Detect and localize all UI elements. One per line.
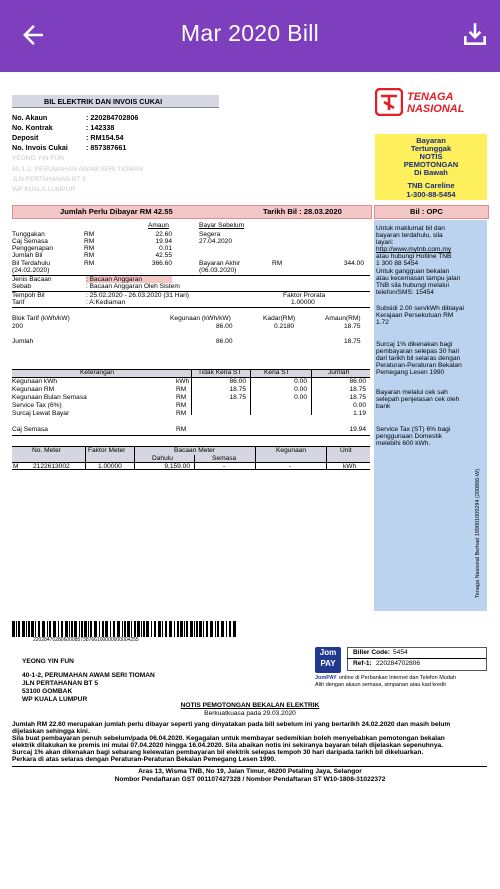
side-text: Kerajaan Persekutuan RM xyxy=(376,312,454,319)
col-bayar: Bayar Sebelum xyxy=(199,222,245,229)
meter-header: Faktor Meter xyxy=(88,447,126,454)
notice-line: elektrik dilakukan ke premis ini mulai 07.04.2020 hingga 16.04.2020. Sila abaikan notis ini sekiranya bayaran telah dijelaskan sepenuhnya. xyxy=(12,742,443,749)
barcode-bar xyxy=(127,621,130,637)
side-text: selepah penjelasan cek oleh xyxy=(376,396,460,403)
col-rule xyxy=(194,455,195,469)
biller-code: 5454 xyxy=(393,649,408,656)
charge-amt: 0.01 xyxy=(159,245,172,252)
ktable-cell: Service Tax (6%) xyxy=(12,402,62,409)
ktable-header: Tidak Kena ST xyxy=(198,369,242,376)
divider xyxy=(12,435,370,436)
bt-amt: 366.60 xyxy=(151,260,172,267)
notice-title: NOTIS PEMOTONGAN BEKALAN ELEKTRIK xyxy=(180,702,320,709)
side-text: 1 300 88 5454 xyxy=(376,260,419,267)
ktable-header: Jumlah xyxy=(328,369,350,376)
blok-value: 200 xyxy=(12,323,24,330)
barcode-bar xyxy=(12,621,15,637)
barcode-bar xyxy=(190,621,193,637)
col-rule xyxy=(326,446,327,469)
faded-line: YEONG YIN FUN xyxy=(12,155,64,162)
meter-cell: 1.00000 xyxy=(98,463,122,470)
side-text: Untuk gangguan bekalan xyxy=(376,268,450,275)
customer-name: YEONG YIN FUN xyxy=(22,658,74,665)
barcode-bar xyxy=(184,621,185,637)
barcode-bar xyxy=(199,621,202,637)
yellow-line: Tertunggak xyxy=(410,144,452,153)
bil-terdahulu-date: (24.02.2020) xyxy=(12,267,50,274)
barcode-bar xyxy=(226,621,227,637)
bill-document xyxy=(8,78,492,888)
barcode-bar xyxy=(141,621,142,637)
barcode-bar xyxy=(28,621,30,637)
barcode-bar xyxy=(22,621,25,637)
barcode-bar xyxy=(49,621,51,637)
jenis-label: Jenis Bacaan xyxy=(12,276,52,283)
notice-subtitle: Berkuatkuasa pada 29.03.2020 xyxy=(204,710,296,717)
bil-type: Bil : OPC xyxy=(410,207,443,216)
charge-cur: RM xyxy=(84,238,95,245)
barcode-bar xyxy=(84,621,87,637)
tarif-value: : A:Kediaman xyxy=(86,299,126,306)
side-link[interactable]: http://www.mytnb.com.my xyxy=(376,246,452,253)
ktable-cell: RM xyxy=(176,410,187,417)
barcode-bar xyxy=(105,621,108,637)
side-text: Subsidi 2.00 sen/kWh dibiayai xyxy=(376,305,464,312)
ktable-cell: kWh xyxy=(176,378,190,385)
kegunaan-label: Kegunaan (kWh/kW) xyxy=(170,315,231,322)
ktable-cell: RM xyxy=(176,394,187,401)
charge-cur: RM xyxy=(84,245,95,252)
barcode-bar xyxy=(162,621,163,637)
faded-line: WP KUALA LUMPUR xyxy=(12,186,76,193)
barcode-bar xyxy=(194,621,195,637)
barcode-bar xyxy=(88,621,89,637)
col-rule xyxy=(311,369,312,415)
tnb-logo-icon xyxy=(375,88,403,116)
barcode-bar xyxy=(16,621,17,637)
jumlah-amount: 18.75 xyxy=(344,338,361,345)
barcode-bar xyxy=(122,621,123,637)
barcode-bar xyxy=(69,621,70,637)
customer-address: 53100 GOMBAK xyxy=(22,688,73,695)
barcode-bar xyxy=(65,621,68,637)
notice-line: Sila buat pembayaran penuh sebelum/pada 06.04.2020. Kegagalan untuk membayar sedemikian boleh menyebabkan pemotongan bekalan xyxy=(12,735,445,742)
tarif-label: Tarif xyxy=(12,299,25,306)
bt-cur: RM xyxy=(84,260,95,267)
side-text: Surcaj 1% dikenakan bagi xyxy=(376,341,453,348)
barcode-bar xyxy=(180,621,183,637)
meter-subheader: Dahulu xyxy=(152,455,173,462)
col-rule xyxy=(250,369,251,415)
barcode-bar xyxy=(206,621,208,637)
barcode-bar xyxy=(38,621,40,637)
logo-line2: NASIONAL xyxy=(407,103,465,115)
notice-line: dijelaskan sehingga kini. xyxy=(12,728,90,735)
col-rule xyxy=(255,446,256,469)
barcode-bar xyxy=(143,621,145,637)
meter-header: Bacaan Meter xyxy=(174,447,216,454)
barcode-bar xyxy=(221,621,224,637)
barcode-bar xyxy=(81,621,83,637)
barcode-bar xyxy=(42,621,45,637)
barcode-bar xyxy=(146,621,149,637)
ktable-cell: Kegunaan RM xyxy=(12,386,55,393)
bayaran-akhir-label: Bayaran Akhir xyxy=(199,260,241,267)
ktable-cell: 18.75 xyxy=(349,386,366,393)
side-text: melebihi 600 kWh. xyxy=(376,440,431,447)
yellow-line: Di Bawah xyxy=(414,168,448,177)
footer-address: Aras 13, Wisma TNB, No 19, Jalan Timur, 46200 Petaling Jaya, Selangor xyxy=(138,768,362,775)
yellow-line: NOTIS xyxy=(419,152,443,161)
ktable-cell: 19.94 xyxy=(349,426,366,433)
side-text: atau hubungi Hotline TNB xyxy=(376,253,452,260)
jompay-logo-icon: Jom PAY xyxy=(315,647,341,673)
meter-subheader: Semasa xyxy=(212,455,237,462)
barcode-bar xyxy=(31,621,34,637)
meter-cell: - xyxy=(223,463,226,470)
col-rule xyxy=(191,369,192,415)
payment-barcode xyxy=(12,621,237,637)
divider xyxy=(12,275,370,276)
charge-label: Caj Semasa xyxy=(12,238,48,245)
meter-header: No. Meter xyxy=(32,447,61,454)
side-text: Peraturan-Peraturan Bekalan xyxy=(376,362,462,369)
value-kontrak: : 142338 xyxy=(86,123,115,132)
side-text: pembayaran selepas 30 hari xyxy=(376,348,460,355)
label-akaun: No. Akaun xyxy=(12,113,48,122)
charge-label: Penggenapan xyxy=(12,245,54,252)
ktable-cell: 18.75 xyxy=(229,386,246,393)
ktable-cell: RM xyxy=(176,402,187,409)
barcode-bar xyxy=(26,621,27,637)
side-text: bayaran terdahulu, sila xyxy=(376,232,443,239)
tempoh-value: : 25.02.2020 - 26.03.2020 (31 Hari) xyxy=(86,292,190,299)
yellow-line: Bayaran xyxy=(416,136,446,145)
divider xyxy=(12,307,370,308)
barcode-bar xyxy=(110,621,111,637)
barcode-number: 22028470280600085738766100000000004255 xyxy=(33,637,139,643)
side-text: 1.72 xyxy=(376,319,389,326)
notice-line: Perkara di atas selaras dengan Peraturan-Peraturan Bekalan Pemegang Lesen 1990. xyxy=(12,756,276,763)
meter-cell: - xyxy=(289,463,292,470)
label-invois: No. Invois Cukai xyxy=(12,143,68,152)
ktable-header: Keterangan xyxy=(80,369,115,376)
charge-amt: 42.55 xyxy=(155,252,172,259)
barcode-bar xyxy=(113,621,115,637)
ref-label: Ref-1: xyxy=(353,660,372,667)
amaunrm-label: Amaun(RM) xyxy=(325,315,361,322)
meter-header: Unit xyxy=(340,447,352,454)
side-text: Bayaran melalui cek sah xyxy=(376,389,448,396)
barcode-bar xyxy=(154,621,156,637)
barcode-bar xyxy=(134,621,136,637)
ktable-cell: 0.00 xyxy=(294,386,307,393)
kadar-value: 0.2180 xyxy=(274,323,295,330)
sebab-label: Sebab xyxy=(12,283,32,290)
ktable-cell: RM xyxy=(176,386,187,393)
barcode-bar xyxy=(53,621,56,637)
side-text: TNB sila hubungi melalui xyxy=(376,282,449,289)
divider xyxy=(347,658,486,659)
barcode-bar xyxy=(203,621,204,637)
yellow-line: PEMOTONGAN xyxy=(403,160,459,169)
download-button[interactable] xyxy=(462,20,490,50)
faded-line: JLN PERTAHANAN BT 5 xyxy=(12,176,86,183)
ktable-cell: 18.75 xyxy=(349,394,366,401)
ktable-cell: Kegunaan kWh xyxy=(12,378,58,385)
value-invois: : 857387661 xyxy=(86,143,127,152)
careline-label: TNB Careline xyxy=(407,181,455,190)
meter-header: Kegunaan xyxy=(276,447,307,454)
col-rule xyxy=(85,446,86,469)
ba-cur: RM xyxy=(272,260,283,267)
barcode-bar xyxy=(158,621,161,637)
col-amaun: Amaun xyxy=(148,222,169,229)
barcode-bar xyxy=(79,621,80,637)
barcode-bar xyxy=(71,621,73,637)
barcode-bar xyxy=(58,621,59,637)
vertical-registration: Tenaga Nasional Berhad 199001009294 (200866-W) xyxy=(475,468,481,598)
ba-amt: 344.00 xyxy=(343,260,364,267)
careline-number: 1-300-88-5454 xyxy=(406,190,456,199)
charge-label: Jumlah Bil xyxy=(12,252,43,259)
barcode-bar xyxy=(99,621,100,637)
side-text: atau kecemasan tampu jalan xyxy=(376,275,461,282)
footer-registration: Nombor Pendaftaran GST 001107427328 / Nombor Pendaftaran ST W10-1808-31022372 xyxy=(114,776,386,783)
summary-jumlah: Jumlah Perlu Dibayar RM 42.55 xyxy=(60,207,173,216)
side-text: layari: xyxy=(376,239,394,246)
blok-label: Blok Tarif (kWh/kW) xyxy=(12,315,70,322)
barcode-bar xyxy=(117,621,120,637)
kegunaan-value: 86.00 xyxy=(216,323,233,330)
barcode-bar xyxy=(94,621,97,637)
side-text: Service Tax (ST) 6% bagi xyxy=(376,426,451,433)
ktable-cell: Kegunaan Bulan Semasa xyxy=(12,394,87,401)
notice-line: Surcaj 1% akan dikenakan bagi sebarang kelewatan pembayaran bil elektrik selepas tempoh 30 hari daripada tarikh bil dikeluarkan. xyxy=(12,749,424,756)
barcode-bar xyxy=(131,621,132,637)
barcode-bar xyxy=(174,621,175,637)
jumlah-kegunaan: 86.00 xyxy=(216,338,233,345)
meter-cell: kWh xyxy=(343,463,357,470)
app-bar xyxy=(0,0,500,72)
barcode-bar xyxy=(196,621,198,637)
side-text: Pemegang Lesen 1990 xyxy=(376,369,445,376)
amaun-value: 18.75 xyxy=(344,323,361,330)
summary-tarikh: Tarikh Bil : 28.03.2020 xyxy=(263,207,342,216)
label-deposit: Deposit xyxy=(12,133,39,142)
charge-amt: 19.94 xyxy=(155,238,172,245)
jumlah-label: Jumlah xyxy=(12,338,34,345)
ktable-cell: 0.00 xyxy=(294,378,307,385)
meter-cell: M xyxy=(13,463,19,470)
barcode-bar xyxy=(229,621,231,637)
barcode-bar xyxy=(90,621,92,637)
logo-line1: TENAGA xyxy=(407,91,454,103)
ktable-cell: 18.75 xyxy=(229,394,246,401)
barcode-bar xyxy=(18,621,20,637)
tempoh-label: Tempoh Bil xyxy=(12,292,45,299)
bill-heading: BIL ELEKTRIK DAN INVOIS CUKAI xyxy=(44,97,163,106)
value-deposit: : RM154.54 xyxy=(86,133,124,142)
barcode-bar xyxy=(177,621,179,637)
faktor-value: 1.00000 xyxy=(291,299,315,306)
ktable-cell: Caj Semasa xyxy=(12,426,48,433)
side-text: telefon/SMS: 15454 xyxy=(376,289,434,296)
col-rule xyxy=(134,446,135,469)
charge-amt: 22.60 xyxy=(155,231,172,238)
barcode-bar xyxy=(169,621,172,637)
kadar-label: Kadar(RM) xyxy=(263,315,296,322)
side-text: bank xyxy=(376,403,391,410)
customer-address: JLN PERTAHANAN BT 5 xyxy=(22,680,99,687)
ktable-cell: Surcaj Lewat Bayar xyxy=(12,410,70,417)
ktable-cell: 86.00 xyxy=(349,378,366,385)
divider xyxy=(12,766,487,767)
barcode-bar xyxy=(35,621,36,637)
barcode-bar xyxy=(47,621,48,637)
ktable-cell: 0.00 xyxy=(294,394,307,401)
jompay-desc: online di Perbankan Internet dan Telefon Mudah xyxy=(339,675,457,681)
barcode-bar xyxy=(124,621,126,637)
barcode-bar xyxy=(210,621,213,637)
jompay-label: JomPAY xyxy=(315,675,337,681)
meter-cell: 2122613002 xyxy=(33,463,70,470)
side-text: Untuk maklumat bil dan xyxy=(376,225,445,232)
barcode-bar xyxy=(233,621,236,637)
jompay-desc: Alih dengan akaun semasa, simpanan atau kad kredit xyxy=(315,682,446,688)
value-akaun: : 220284702806 xyxy=(86,113,139,122)
meter-cell: 9,159.00 xyxy=(164,463,190,470)
download-icon xyxy=(462,20,488,48)
faded-line: 40-1-2, PERUMAHAN AWAM SERI TIOMAN xyxy=(12,166,143,173)
ktable-header: Kena ST xyxy=(264,369,290,376)
ktable-cell: 86.00 xyxy=(229,378,246,385)
label-kontrak: No. Kontrak xyxy=(12,123,53,132)
barcode-bar xyxy=(151,621,152,637)
barcode-bar xyxy=(165,621,167,637)
ktable-cell: 1.19 xyxy=(353,410,366,417)
barcode-bar xyxy=(137,621,140,637)
charge-extra: Segera xyxy=(199,231,221,238)
customer-address: 40-1-2, PERUMAHAN AWAM SERI TIOMAN xyxy=(22,672,155,679)
charge-extra: 27.04.2020 xyxy=(199,238,233,245)
barcode-bar xyxy=(215,621,216,637)
charge-cur: RM xyxy=(84,252,95,259)
barcode-bar xyxy=(217,621,219,637)
faktor-label: Faktor Prorata xyxy=(283,292,326,299)
jenis-value: : Bacaan Anggaran xyxy=(86,276,143,283)
charge-label: Tunggakan xyxy=(12,231,45,238)
page-title: Mar 2020 Bill xyxy=(180,20,320,46)
side-text: dari tarikh bil selaras dengan xyxy=(376,355,461,362)
bil-terdahulu-label: Bil Terdahulu xyxy=(12,260,51,267)
barcode-bar xyxy=(74,621,77,637)
sebab-value: : Bacaan Anggaran Oleh Sistem xyxy=(86,283,180,290)
ktable-cell: 0.00 xyxy=(353,402,366,409)
barcode-bar xyxy=(186,621,188,637)
biller-label: Biller Code: xyxy=(353,649,391,656)
customer-address: WP KUALA LUMPUR xyxy=(22,696,88,703)
charge-cur: RM xyxy=(84,231,95,238)
ktable-cell: RM xyxy=(176,426,187,433)
side-text: penggunaan Domestik xyxy=(376,433,442,440)
notice-line: Jumlah RM 22.60 merupakan jumlah perlu dibayar seperti yang dinyatakan pada bill sebelum ini yang bertarikh 24.02.2020 dan masih belum xyxy=(12,721,451,728)
bayaran-akhir-date: (06.03.2020) xyxy=(199,267,237,274)
barcode-bar xyxy=(102,621,104,637)
ref-value: 220284702806 xyxy=(376,660,421,667)
barcode-bar xyxy=(61,621,63,637)
